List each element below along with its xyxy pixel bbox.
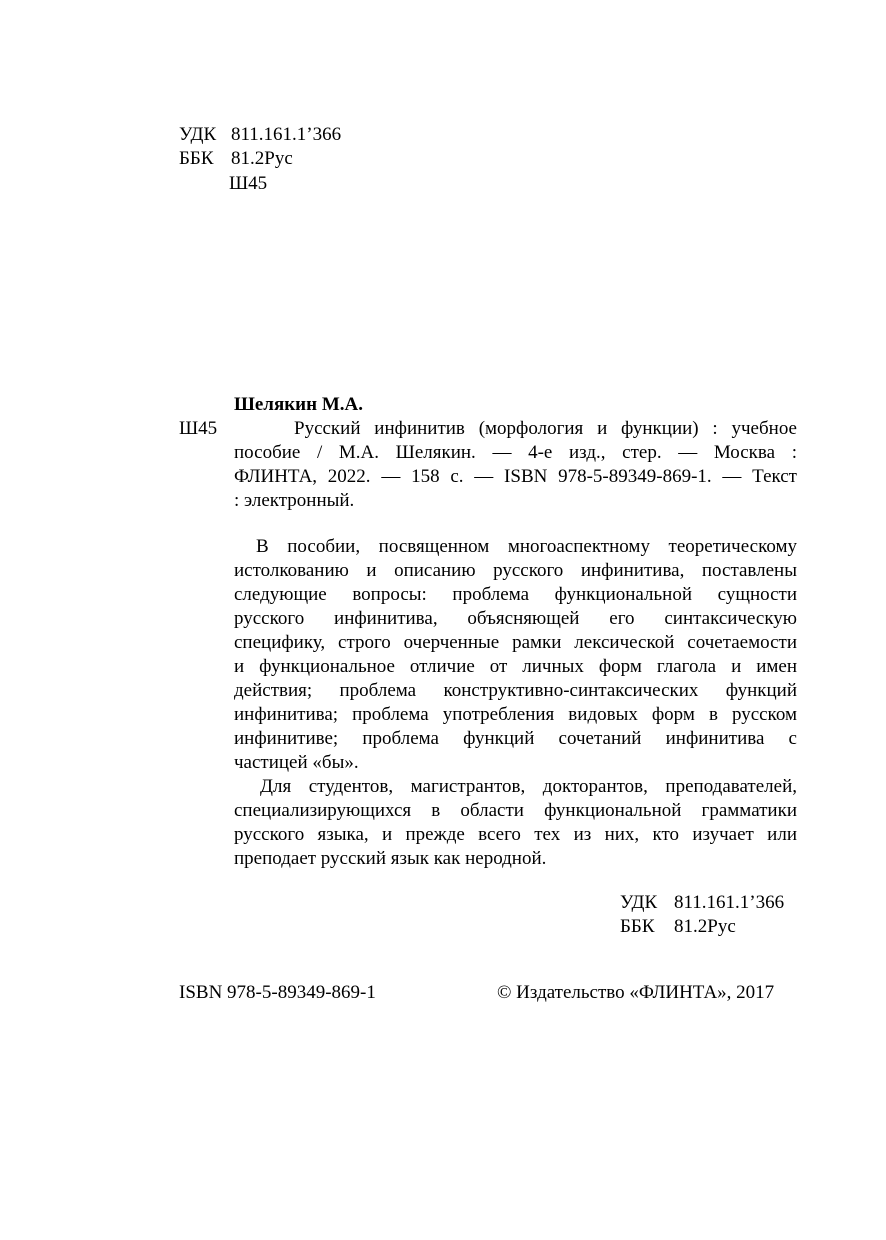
udk-label: УДК [179, 124, 217, 145]
udk-label: УДК [620, 892, 658, 913]
abstract-line: инфинитиве; проблема функций сочетаний инфинитива с [234, 728, 797, 749]
bbk-value: 81.2Рус [674, 916, 736, 937]
card-author: Шелякин М.А. [234, 394, 363, 415]
top-author-mark: Ш45 [229, 173, 268, 194]
top-bbk-row [179, 147, 341, 171]
biblio-line: ФЛИНТА, 2022. — 158 с. — ISBN 978-5-89349-869-1. — Текст [234, 466, 797, 487]
bottom-classification [620, 891, 784, 939]
isbn-line: ISBN 978-5-89349-869-1 [179, 982, 376, 1003]
bbk-label: ББК [620, 916, 655, 937]
abstract-line: следующие вопросы: проблема функциональной сущности [234, 584, 797, 605]
bottom-bbk-row [620, 915, 784, 939]
biblio-line: пособие / М.А. Шелякин. — 4-е изд., стер. — Москва : [234, 442, 797, 463]
abstract-line: преподает русский язык как неродной. [234, 848, 547, 869]
bbk-value: 81.2Рус [231, 148, 293, 169]
abstract-line: русского языка, и прежде всего тех из них, кто изучает или [234, 824, 797, 845]
abstract-line: В пособии, посвященном многоаспектному теоретическому [256, 536, 797, 557]
udk-value: 811.161.1’366 [231, 124, 342, 145]
top-udk-row [179, 123, 341, 147]
abstract-line: действия; проблема конструктивно-синтаксических функций [234, 680, 797, 701]
abstract-line: и функциональное отличие от личных форм глагола и имен [234, 656, 797, 677]
biblio-line: : электронный. [234, 490, 355, 511]
abstract-line: Для студентов, магистрантов, докторантов, преподавателей, [260, 776, 797, 797]
abstract-line: частицей «бы». [234, 752, 359, 773]
card-author-mark: Ш45 [179, 418, 218, 439]
udk-value: 811.161.1’366 [674, 892, 785, 913]
copyright-line: © Издательство «ФЛИНТА», 2017 [497, 982, 775, 1003]
bbk-label: ББК [179, 148, 214, 169]
top-classification [179, 123, 341, 171]
biblio-line: Русский инфинитив (морфология и функции) : учебное [294, 418, 797, 439]
abstract-line: специфику, строго очерченные рамки лексической сочетаемости [234, 632, 797, 653]
abstract-line: специализирующихся в области функциональной грамматики [234, 800, 797, 821]
abstract [234, 535, 797, 871]
bottom-udk-row [620, 891, 784, 915]
bibliographic-description [234, 417, 797, 513]
abstract-line: инфинитива; проблема употребления видовых форм в русском [234, 704, 797, 725]
abstract-line: русского инфинитива, объясняющей его синтаксическую [234, 608, 797, 629]
abstract-line: истолкованию и описанию русского инфинитива, поставлены [234, 560, 797, 581]
